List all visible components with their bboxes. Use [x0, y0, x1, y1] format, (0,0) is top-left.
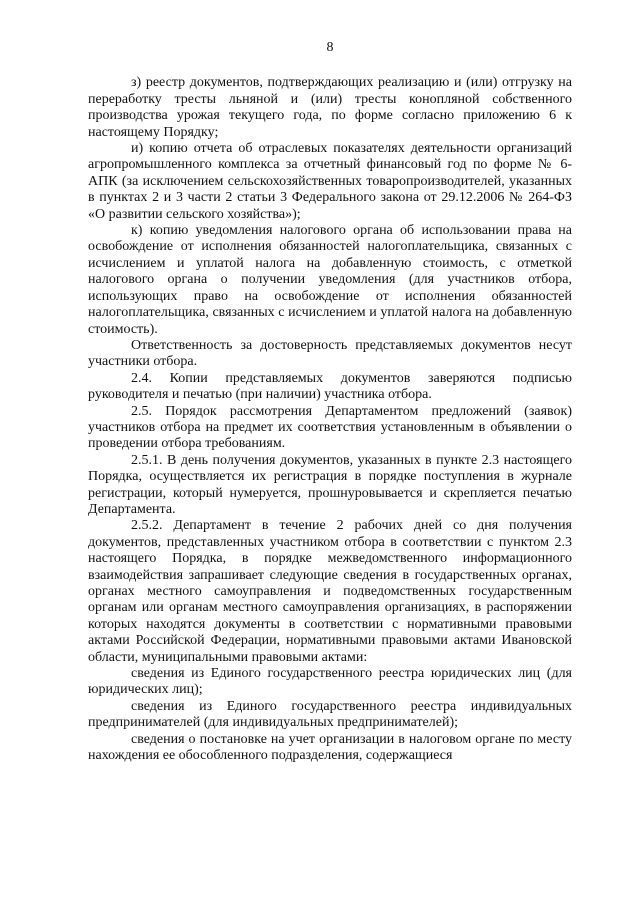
- paragraph-section-2-5: 2.5. Порядок рассмотрения Департаментом предложений (заявок) участников отбора на предмет их соответствия установленным в объявлении о проведении отбора требованиям.: [88, 403, 572, 452]
- paragraph-list-item-k: к) копию уведомления налогового органа об использовании права на освобождение от исполнения обязанностей налогоплательщика, связанных с исчислением и уплатой налога на добавленную стоимость, с отметкой налогового органа о получении уведомления (для участников отбора, использующих право на освобождение от исполнения обязанностей налогоплательщика, связанных с исчислением и уплатой налога на добавленную стоимость).: [88, 223, 572, 337]
- document-body: [88, 75, 572, 764]
- paragraph-responsibility: Ответственность за достоверность представляемых документов несут участники отбора.: [88, 337, 572, 370]
- document-page: [88, 40, 572, 764]
- paragraph-list-item-z: з) реестр документов, подтверждающих реализацию и (или) отгрузку на переработку тресты льняной и (или) тресты конопляной собственного производства урожая текущего года, по форме согласно приложению 6 к настоящему Порядку;: [88, 75, 572, 140]
- paragraph-list-item-i: и) копию отчета об отраслевых показателях деятельности организаций агропромышленного комплекса за отчетный финансовый год по форме № 6-АПК (за исключением сельскохозяйственных товаропроизводителей, указанных в пунктах 2 и 3 части 2 статьи 3 Федерального закона от 29.12.2006 № 264-ФЗ «О развитии сельского хозяйства»);: [88, 141, 572, 222]
- paragraph-tax-registration: сведения о постановке на учет организации в налоговом органе по месту нахождения ее обособленного подразделения, содержащиеся: [88, 731, 572, 764]
- paragraph-egrip: сведения из Единого государственного реестра индивидуальных предпринимателей (для индивидуальных предпринимателей);: [88, 698, 572, 731]
- page-number: 8: [326, 40, 334, 55]
- paragraph-section-2-5-1: 2.5.1. В день получения документов, указанных в пункте 2.3 настоящего Порядка, осуществляется их регистрация в порядке поступления в журнале регистрации, который нумеруется, прошнуровывается и скрепляется печатью Департамента.: [88, 452, 572, 517]
- paragraph-egrul: сведения из Единого государственного реестра юридических лиц (для юридических лиц);: [88, 666, 572, 698]
- paragraph-section-2-5-2: 2.5.2. Департамент в течение 2 рабочих дней со дня получения документов, представленных участником отбора в соответствии с пунктом 2.3 настоящего Порядка, в порядке межведомственного информационного взаимодействия запрашивает следующие сведения в государственных органах, органах местного самоуправления и подведомственных государственным органам или органам местного самоуправления организациях, в распоряжении которых находятся документы в соответствии с нормативными правовыми актами Российской Федерации, нормативными правовыми актами Ивановской области, муниципальными правовыми актами:: [88, 518, 572, 665]
- paragraph-section-2-4: 2.4. Копии представляемых документов заверяются подписью руководителя и печатью (при наличии) участника отбора.: [88, 370, 572, 403]
